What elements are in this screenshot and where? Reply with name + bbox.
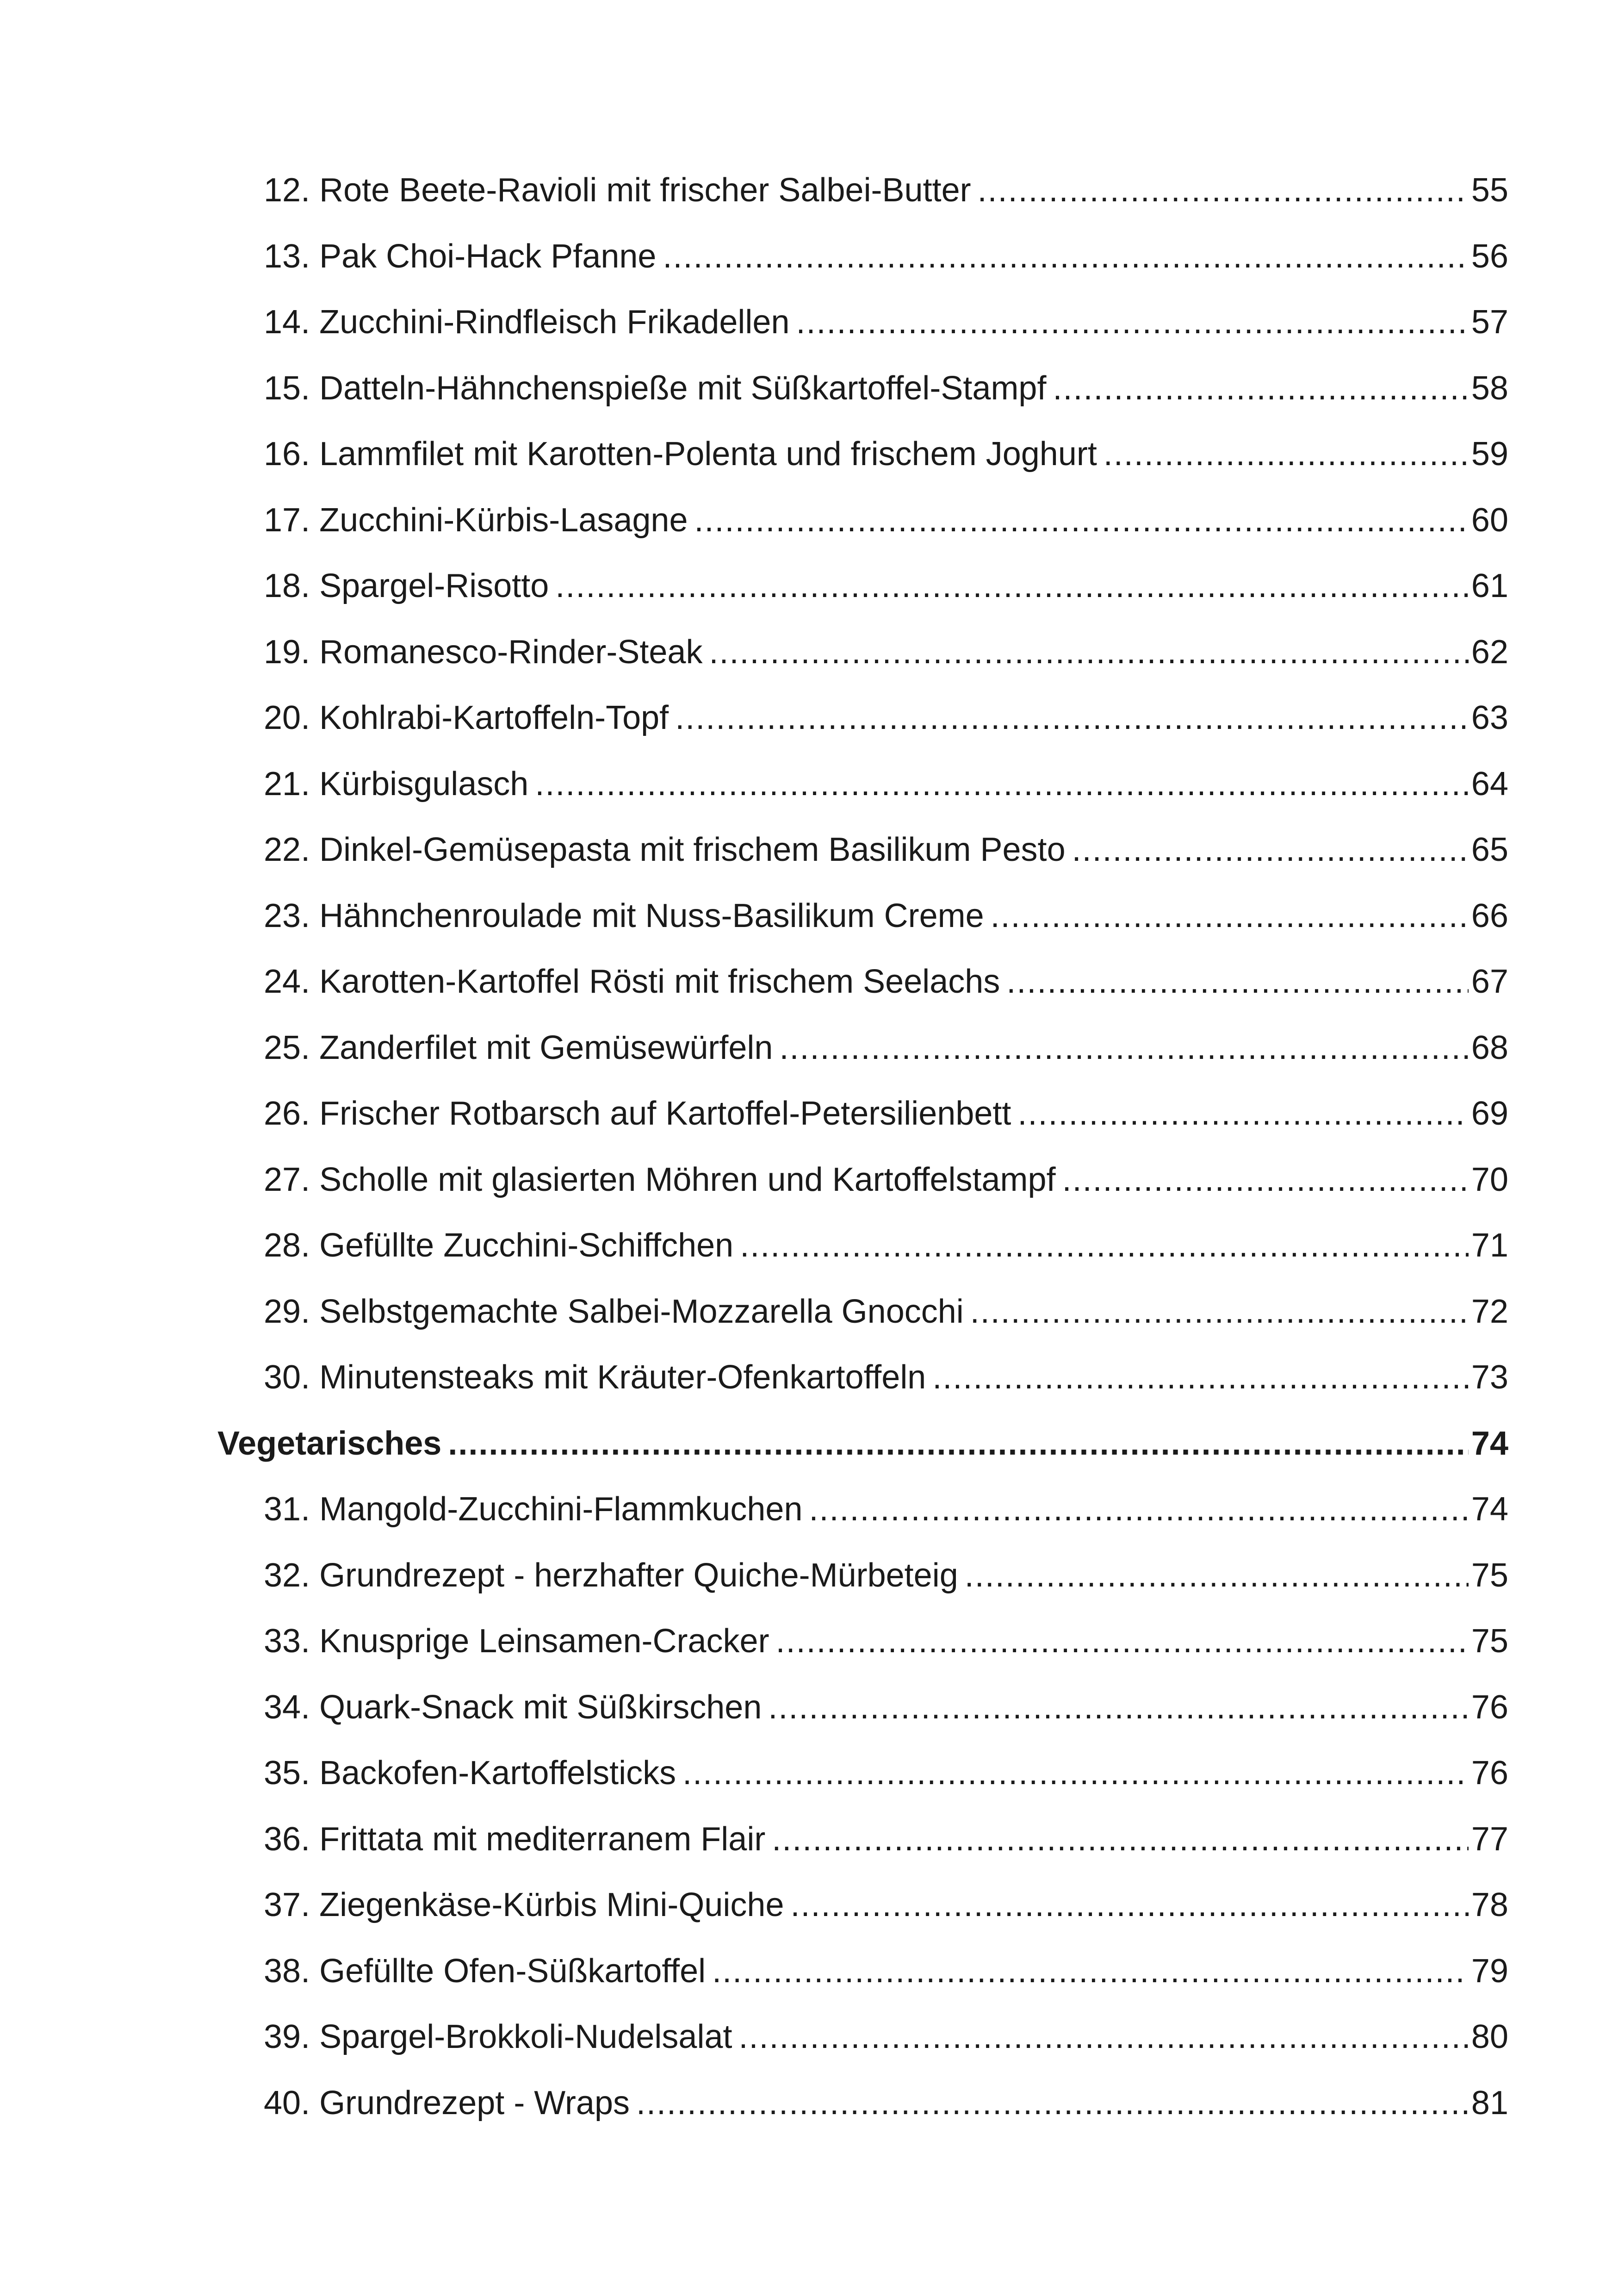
toc-page-number: 67 (1471, 963, 1508, 1000)
toc-dot-leader (675, 685, 1469, 751)
toc-page-number: 63 (1471, 699, 1508, 736)
toc-dot-leader (970, 1279, 1469, 1345)
toc-entry-title: 17. Zucchini-Kürbis-Lasagne (264, 501, 688, 539)
toc-page-number: 70 (1471, 1161, 1508, 1198)
toc-entry (217, 1081, 1508, 1147)
toc-entry-title: 16. Lammfilet mit Karotten-Polenta und frischem Joghurt (264, 436, 1097, 473)
toc-entry-title: 34. Quark-Snack mit Süßkirschen (264, 1688, 762, 1726)
toc-entry (217, 1608, 1508, 1674)
toc-entry-title: 18. Spargel-Risotto (264, 567, 549, 604)
toc-dot-leader (709, 619, 1468, 685)
table-of-contents (217, 157, 1508, 2136)
toc-dot-leader (796, 289, 1469, 355)
toc-entry-title: 32. Grundrezept - herzhafter Quiche-Mürbeteig (264, 1556, 958, 1594)
toc-dot-leader (1017, 1081, 1468, 1147)
toc-page-number: 74 (1471, 1491, 1508, 1528)
toc-entry-title: 13. Pak Choi-Hack Pfanne (264, 237, 657, 275)
toc-entry-title: 40. Grundrezept - Wraps (264, 2084, 630, 2122)
toc-entry (217, 1344, 1508, 1411)
toc-dot-leader (636, 2070, 1469, 2136)
toc-entry (217, 224, 1508, 290)
toc-dot-leader (965, 1543, 1469, 1609)
toc-entry (217, 289, 1508, 355)
toc-entry-title: 36. Frittata mit mediterranem Flair (264, 1820, 766, 1858)
toc-entry-title: 31. Mangold-Zucchini-Flammkuchen (264, 1491, 803, 1528)
toc-page-number: 73 (1471, 1359, 1508, 1396)
toc-entry-title: 28. Gefüllte Zucchini-Schiffchen (264, 1227, 734, 1264)
toc-dot-leader (776, 1608, 1469, 1674)
toc-page-number: 56 (1471, 237, 1508, 275)
toc-page-number: 71 (1471, 1227, 1508, 1264)
toc-entry (217, 553, 1508, 619)
toc-page-number: 55 (1471, 172, 1508, 209)
toc-page-number: 68 (1471, 1029, 1508, 1066)
toc-entry (217, 949, 1508, 1015)
toc-entry (217, 685, 1508, 751)
toc-entry-title: 12. Rote Beete-Ravioli mit frischer Salbei-Butter (264, 172, 971, 209)
toc-dot-leader (932, 1344, 1469, 1411)
toc-entry-title: 33. Knusprige Leinsamen-Cracker (264, 1623, 769, 1660)
toc-page-number: 58 (1471, 369, 1508, 407)
toc-dot-leader (768, 1674, 1469, 1741)
toc-entry (217, 157, 1508, 224)
toc-entry (217, 1674, 1508, 1741)
toc-entry (217, 751, 1508, 817)
toc-dot-leader (682, 1740, 1469, 1806)
toc-entry-title: 14. Zucchini-Rindfleisch Frikadellen (264, 304, 790, 341)
toc-dot-leader (1006, 949, 1469, 1015)
toc-entry-title: 35. Backofen-Kartoffelsticks (264, 1755, 676, 1792)
toc-dot-leader (694, 487, 1469, 554)
toc-page-number: 72 (1471, 1293, 1508, 1330)
toc-page-number: 76 (1471, 1755, 1508, 1792)
toc-page-number: 79 (1471, 1952, 1508, 1990)
toc-dot-leader (555, 553, 1469, 619)
toc-entry-title: 20. Kohlrabi-Kartoffeln-Topf (264, 699, 669, 736)
toc-entry (217, 2070, 1508, 2136)
toc-entry (217, 2004, 1508, 2070)
toc-page-number: 66 (1471, 897, 1508, 934)
toc-dot-leader (1053, 355, 1468, 422)
toc-page-number: 69 (1471, 1095, 1508, 1132)
toc-section-heading (217, 1411, 1508, 1477)
toc-dot-leader (772, 1806, 1469, 1873)
toc-entry (217, 1543, 1508, 1609)
toc-entry (217, 817, 1508, 883)
toc-entry (217, 1806, 1508, 1873)
toc-dot-leader (779, 1015, 1468, 1081)
toc-page-number: 75 (1471, 1623, 1508, 1660)
toc-entry (217, 421, 1508, 487)
toc-page-number: 61 (1471, 567, 1508, 604)
toc-entry-title: 15. Datteln-Hähnchenspieße mit Süßkartoffel-Stampf (264, 369, 1047, 407)
toc-page-number: 76 (1471, 1688, 1508, 1726)
toc-entry (217, 1147, 1508, 1213)
toc-entry (217, 883, 1508, 949)
toc-entry-title: 22. Dinkel-Gemüsepasta mit frischem Basilikum Pesto (264, 831, 1066, 868)
toc-page-number: 57 (1471, 304, 1508, 341)
toc-section-title: Vegetarisches (217, 1425, 442, 1462)
toc-entry (217, 1279, 1508, 1345)
toc-dot-leader (535, 751, 1469, 817)
toc-page-number: 77 (1471, 1820, 1508, 1858)
toc-dot-leader (739, 2004, 1469, 2070)
toc-dot-leader (663, 224, 1468, 290)
toc-page-number: 64 (1471, 765, 1508, 803)
toc-page-number: 74 (1471, 1425, 1508, 1462)
toc-entry-title: 37. Ziegenkäse-Kürbis Mini-Quiche (264, 1886, 784, 1923)
toc-entry (217, 355, 1508, 422)
toc-entry (217, 1740, 1508, 1806)
toc-page-number: 62 (1471, 633, 1508, 671)
toc-entry (217, 1872, 1508, 1938)
toc-entry (217, 1213, 1508, 1279)
toc-entry-title: 24. Karotten-Kartoffel Rösti mit frischem Seelachs (264, 963, 1000, 1000)
toc-page-number: 81 (1471, 2084, 1508, 2122)
toc-entry (217, 1938, 1508, 2004)
toc-dot-leader (740, 1213, 1469, 1279)
toc-dot-leader (991, 883, 1469, 949)
toc-entry (217, 487, 1508, 554)
toc-entry-title: 30. Minutensteaks mit Kräuter-Ofenkartoffeln (264, 1359, 926, 1396)
toc-page-number: 65 (1471, 831, 1508, 868)
toc-entry-title: 19. Romanesco-Rinder-Steak (264, 633, 703, 671)
toc-page-number: 78 (1471, 1886, 1508, 1923)
toc-page-number: 75 (1471, 1556, 1508, 1594)
toc-dot-leader (1103, 421, 1469, 487)
toc-entry-title: 26. Frischer Rotbarsch auf Kartoffel-Petersilienbett (264, 1095, 1011, 1132)
toc-entry (217, 619, 1508, 685)
toc-entry-title: 25. Zanderfilet mit Gemüsewürfeln (264, 1029, 773, 1066)
toc-dot-leader (978, 157, 1469, 224)
toc-entry-title: 38. Gefüllte Ofen-Süßkartoffel (264, 1952, 706, 1990)
toc-page-number: 59 (1471, 436, 1508, 473)
toc-entry-title: 29. Selbstgemachte Salbei-Mozzarella Gnocchi (264, 1293, 964, 1330)
toc-entry-title: 39. Spargel-Brokkoli-Nudelsalat (264, 2018, 732, 2055)
toc-dot-leader (448, 1411, 1469, 1477)
toc-entry-title: 21. Kürbisgulasch (264, 765, 529, 803)
toc-dot-leader (791, 1872, 1469, 1938)
toc-page-number: 80 (1471, 2018, 1508, 2055)
toc-dot-leader (809, 1476, 1468, 1543)
toc-page-number: 60 (1471, 501, 1508, 539)
toc-entry-title: 27. Scholle mit glasierten Möhren und Kartoffelstampf (264, 1161, 1056, 1198)
toc-entry (217, 1476, 1508, 1543)
toc-dot-leader (1062, 1147, 1469, 1213)
toc-dot-leader (1072, 817, 1469, 883)
toc-dot-leader (712, 1938, 1469, 2004)
toc-entry-title: 23. Hähnchenroulade mit Nuss-Basilikum Creme (264, 897, 984, 934)
toc-entry (217, 1015, 1508, 1081)
